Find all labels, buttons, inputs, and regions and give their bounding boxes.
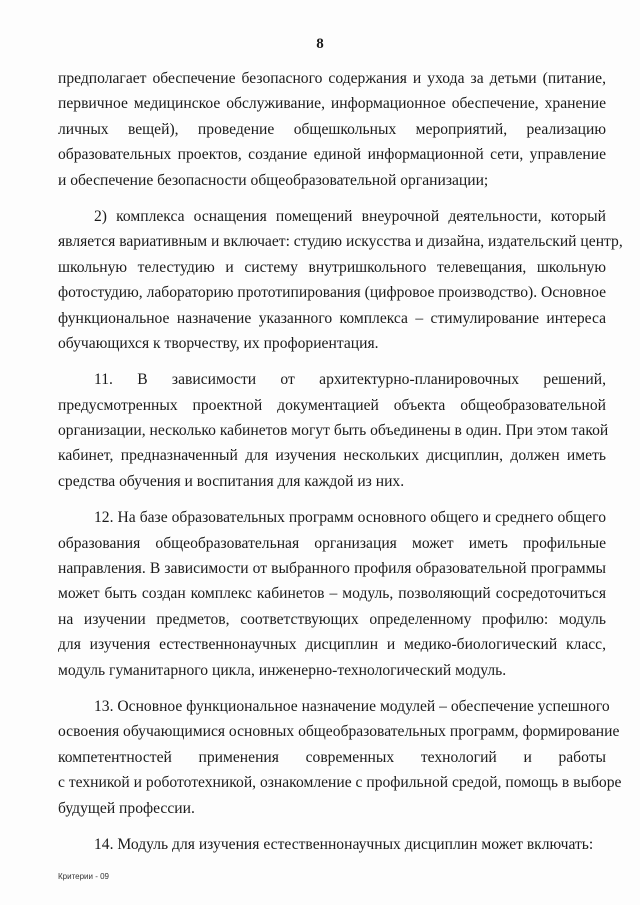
document-body	[58, 66, 623, 857]
page-number: 8	[316, 36, 324, 52]
paragraph-item-2	[58, 204, 623, 356]
text-line: модуль гуманитарного цикла, инженерно-технологический модуль.	[58, 661, 507, 679]
text-line: 12. На базе образовательных программ основного общего и среднего общего	[94, 509, 606, 527]
paragraph-section-13	[58, 694, 622, 821]
paragraph-continuation	[58, 66, 606, 193]
text-line: является вариативным и включает: студию искусства и дизайна, издательский центр,	[58, 233, 623, 251]
text-line: личных вещей), проведение общешкольных мероприятий, реализацию	[58, 120, 606, 138]
paragraph-section-11	[58, 367, 609, 494]
text-line: и обеспечение безопасности общеобразовательной организации;	[58, 171, 489, 189]
text-line: предполагает обеспечение безопасного содержания и ухода за детьми (питание,	[58, 70, 606, 87]
text-line: первичное медицинское обслуживание, информационное обеспечение, хранение	[58, 95, 606, 113]
text-line: освоения обучающимися основных общеобразовательных программ, формирование	[58, 723, 620, 741]
text-line: средства обучения и воспитания для каждой из них.	[58, 472, 405, 490]
text-line: на изучении предметов, соответствующих определенному профилю: модуль	[58, 610, 606, 628]
text-line: школьную телестудию и систему внутришкольного телевещания, школьную	[58, 258, 606, 276]
text-line: кабинет, предназначенный для изучения нескольких дисциплин, должен иметь	[58, 447, 606, 465]
text-line: организации, несколько кабинетов могут быть объединены в один. При этом такой	[58, 422, 609, 440]
paragraph-section-14	[58, 832, 606, 857]
paragraph-section-12	[58, 505, 606, 683]
text-line: предусмотренных проектной документацией объекта общеобразовательной	[58, 396, 606, 414]
text-line: 14. Модуль для изучения естественнонаучных дисциплин может включать:	[94, 835, 594, 853]
text-line: для изучения естественнонаучных дисциплин и медико-биологический класс,	[58, 636, 606, 654]
text-line: фотостудию, лабораторию прототипирования (цифровое производство). Основное	[58, 284, 606, 302]
text-line: компетентностей применения современных технологий и работы	[58, 748, 606, 766]
text-line: 13. Основное функциональное назначение модулей – обеспечение успешного	[94, 697, 610, 715]
text-line: 2) комплекса оснащения помещений внеурочной деятельности, который	[94, 207, 606, 225]
text-line: будущей профессии.	[58, 799, 195, 817]
footer-label: Критерии - 09	[58, 872, 109, 881]
text-line: функциональное назначение указанного комплекса – стимулирование интереса	[58, 309, 606, 327]
text-line: образовательных проектов, создание единой информационной сети, управление	[58, 146, 606, 164]
text-line: 11. В зависимости от архитектурно-планировочных решений,	[94, 371, 606, 389]
text-line: с техникой и робототехникой, ознакомление с профильной средой, помощь в выборе	[58, 774, 622, 792]
text-line: обучающихся к творчеству, их профориентация.	[58, 334, 379, 352]
text-line: направления. В зависимости от выбранного профиля образовательной программы	[58, 560, 606, 578]
text-line: образования общеобразовательная организация может иметь профильные	[58, 534, 606, 552]
text-line: может быть создан комплекс кабинетов – модуль, позволяющий сосредоточиться	[58, 585, 606, 603]
